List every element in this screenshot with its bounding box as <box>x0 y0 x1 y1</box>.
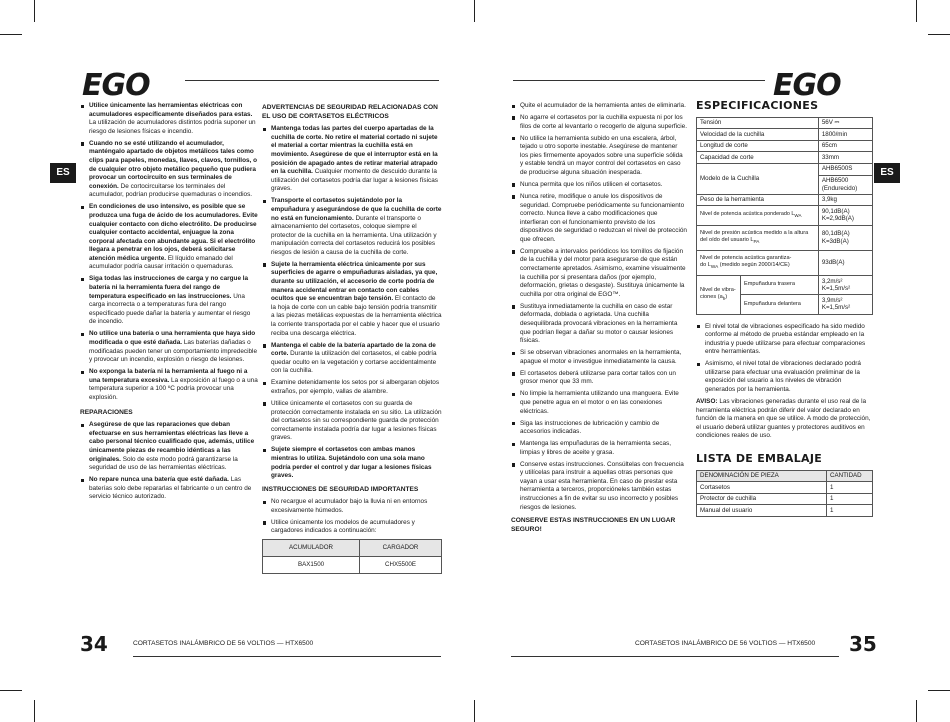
list-item: Nunca retire, modifique o anule los dispositivos de seguridad. Compruebe periódicamente su funcionamiento correcto. Nunca lleve a cabo modificaciones que interfieran con el funcionamiento previsto de los dispositivos de seguridad o reduzcan el nivel de protección que ofrecen. <box>511 193 687 245</box>
section-heading: ADVERTENCIAS DE SEGURIDAD RELACIONADAS CON EL USO DE CORTASETOS ELÉCTRICOS <box>262 104 438 120</box>
column-hedge-trimmer-warnings <box>262 102 442 574</box>
table-header: ACUMULADOR <box>263 540 360 557</box>
list-item: No limpie la herramienta utilizando una manguera. Evite que penetre agua en el motor o en las conexiones eléctricas. <box>511 390 687 416</box>
list-item: Examine detenidamente los setos por si albergaran objetos extraños, por ejemplo, vallas de alambre. <box>262 379 442 396</box>
list-item: Sustituya inmediatamente la cuchilla en caso de estar deformada, doblada o agrietada. Una cuchilla desequilibrada provocará vibraciones en la herramienta que podrían llegar a dañar su motor o causar lesiones físicas. <box>511 303 687 346</box>
list-item: No recargue el acumulador bajo la lluvia ni en entornos excesivamente húmedos. <box>262 498 442 515</box>
footer-text: CORTASETOS INALÁMBRICO DE 56 VOLTIOS — HTX6500 <box>133 640 314 647</box>
table-row: Modelo de la Cuchilla AHB6500S <box>697 163 873 175</box>
list-item: Utilice únicamente los modelos de acumuladores y cargadores indicados a continuación: <box>262 519 442 536</box>
list-item: Asimismo, el nivel total de vibraciones declarado podrá utilizarse para efectuar una evaluación preliminar de la exposición del usuario a los niveles de vibración generados por la herramienta. <box>696 360 873 394</box>
list-item: Siga las instrucciones de lubricación y cambio de accesorios indicadas. <box>511 420 687 437</box>
page-number: 35 <box>849 632 877 656</box>
list-item: En condiciones de uso intensivo, es posible que se produzca una fuga de ácido de los acumuladores. Evite cualquier contacto con dicho electrólito. De producirse cualquier contacto accidental, enjuague la zona corporal afectada con abundante agua. Si el electrólito llegara a penetrar en los ojos, deberá solicitarse atención médica urgente. El líquido emanado del acumulador podría causar irritación o quemaduras. <box>80 203 258 272</box>
footer-text: CORTASETOS INALÁMBRICO DE 56 VOLTIOS — HTX6500 <box>635 640 816 647</box>
repair-heading: REPARACIONES <box>80 408 133 416</box>
header-rule <box>185 80 439 81</box>
language-tab: ES <box>874 163 900 183</box>
list-item: No exponga la batería ni la herramienta al fuego ni a una temperatura excesiva. La exposición al fuego o a una temperatura superior a 100 ºC podría provocar una explosión. <box>80 368 258 402</box>
list-item: Conserve estas instrucciones. Consúltelas con frecuencia y utilícelas para instruir a aquellas otras personas que vayan a usar esta herramienta. En caso de prestar esta herramienta a terceros, proporcióneles también estas instrucciones a fin de evitar su uso incorrecto y posibles riesgos de lesiones. <box>511 461 687 513</box>
list-item: Mantenga las empuñaduras de la herramienta secas, limpias y libres de aceite y grasa. <box>511 440 687 457</box>
table-row: Longitud de corte 65cm <box>697 140 873 152</box>
table-row: Velocidad de la cuchilla 1800/min <box>697 129 873 141</box>
list-item: Mantenga todas las partes del cuerpo apartadas de la cuchilla de corte. No retire el material cortado ni sujete el material a cortar mientras la cuchilla está en movimiento. Asegúrese de que el interruptor está en la posición de apagado antes de retirar material atrapado en la cuchilla. Cualquier momento de descuido durante la utilización del cortasetos podría dar lugar a lesiones físicas graves. <box>262 125 442 194</box>
footer-rule <box>133 656 441 657</box>
page-number: 34 <box>80 632 108 656</box>
list-item: No repare nunca una batería que esté dañada. Las baterías solo debe repararlas el fabricante o un centro de servicio técnico autorizado. <box>80 476 258 502</box>
section-heading: INSTRUCCIONES DE SEGURIDAD IMPORTANTES <box>262 485 419 493</box>
table-row: Nivel de potencia acústica garantiza- do $L_{WA}$ (medido según 2000/14/CE) 93dB(A) <box>697 250 873 275</box>
list-item: Transporte el cortasetos sujetándolo por la empuñadura y asegurándose de que la cuchilla de corte no está en funcionamiento. Durante el transporte o almacenamiento del cortasetos, coloque siempre el protector de la cuchilla en la herramienta. Una utilización y manipulación correcta del cortasetos reducirá los posibles riesgos de lesión a causa de la cuchilla de corte. <box>262 197 442 257</box>
column-battery-safety <box>80 102 258 505</box>
table-row: Nivel de vibra-ciones $(a_h)$ Empuñadura trasera 3,2m/s² K=1,5m/s² <box>697 276 873 295</box>
aviso-note: AVISO: Las vibraciones generadas durante el uso real de la herramienta eléctrica podrán diferir del valor declarado en función de la manera en que se utilice. A modo de protección, el usuario deberá utilizar guantes y protectores auditivos en condiciones reales de uso. <box>696 398 871 440</box>
ego-logo: EGO <box>82 68 150 103</box>
column-specifications <box>696 99 873 517</box>
list-item: Compruebe a intervalos periódicos los tornillos de fijación de la cuchilla y del motor para asegurarse de que están correctamente apretados. Asimismo, examine visualmente la cuchilla por si presentara daños (por ejemplo, deformación, grietas o desgaste). Sustituya únicamente la cuchilla por otra original de EGO™. <box>511 248 687 300</box>
list-item: No utilice una batería o una herramienta que haya sido modificada o que esté dañada. Las baterías dañadas o modificadas pueden tener un comportamiento impredecible y provocar un incendio, explosión o riesgo de lesiones. <box>80 330 258 364</box>
list-item: Nunca permita que los niños utilicen el cortasetos. <box>511 181 687 190</box>
packing-list-title: LISTA DE EMBALAJE <box>696 452 823 465</box>
list-item: El nivel total de vibraciones especificado ha sido medido conforme al método de prueba estándar empleado en la industria y puede utilizarse para efectuar comparaciones entre herramientas. <box>696 323 873 357</box>
column-usage-safety <box>511 102 687 538</box>
list-item: Mantenga el cable de la batería apartado de la zona de corte. Durante la utilización del cortasetos, el cable podría quedar oculto en la vegetación y cortarse accidentalmente con la cuchilla. <box>262 342 442 376</box>
packing-list-table <box>696 470 873 517</box>
list-item: Sujete la herramienta eléctrica únicamente por sus superficies de agarre o empuñaduras aisladas, ya que, durante su utilización, el accesorio de corte podría de manera accidental entrar en contacto con cables ocultos que se encuentran bajo tensión. El contacto de la hoja de corte con un cable bajo tensión podría transmitir a las piezas metálicas expuestas de la herramienta eléctrica la corriente transportada por el cable y hacer que el usuario reciba una descarga eléctrica. <box>262 261 442 338</box>
list-item: Siga todas las instrucciones de carga y no cargue la batería ni la herramienta fuera del rango de temperatura especificado en las instrucciones. Una carga incorrecta o a temperaturas fura del rango especificado puede dañar la batería y aumentar el riesgo de incendio. <box>80 275 258 327</box>
footer-rule <box>511 656 839 657</box>
list-item: Quite el acumulador de la herramienta antes de eliminarla. <box>511 102 687 111</box>
table-cell: BAX1500 <box>263 557 360 574</box>
list-item: Utilice únicamente las herramientas eléctricas con acumuladores específicamente diseñados para estas. La utilización de acumuladores distintos podría suponer un riesgo de lesiones físicas e incendio. <box>80 102 258 136</box>
header-rule <box>513 80 765 81</box>
table-row: Capacidad de corte 33mm <box>697 152 873 164</box>
language-tab: ES <box>50 163 76 183</box>
table-row: Protector de cuchilla 1 <box>697 493 873 505</box>
table-row: Tensión 56V ⎓ <box>697 117 873 129</box>
list-item: No agarre el cortasetos por la cuchilla expuesta ni por los filos de corte al levantarlo o recogerlo de alguna superficie. <box>511 114 687 131</box>
right-page <box>475 0 950 722</box>
table-row: Manual del usuario 1 <box>697 505 873 517</box>
closing-note: CONSERVE ESTAS INSTRUCCIONES EN UN LUGAR SEGURO! <box>511 517 676 533</box>
table-row: Empuñadura delantera 3,9m/s² K=1,5m/s² <box>697 295 873 314</box>
list-item: Utilice únicamente el cortasetos con su guarda de protección correctamente instalada en su sitio. La utilización del cortasetos sin su correspondiente guarda de protección correctamente instalada podría dar lugar a lesiones físicas graves. <box>262 400 442 443</box>
list-item: El cortasetos deberá utilizarse para cortar tallos con un grosor menor que 33 mm. <box>511 370 687 387</box>
table-row: Peso de la herramienta 3,9kg <box>697 194 873 206</box>
table-row: AHB6500 (Endurecido) <box>697 175 873 194</box>
list-item: Asegúrese de que las reparaciones que deban efectuarse en sus herramientas eléctricas las lleve a cabo personal técnico cualificado que, además, utilice únicamente piezas de recambio idénticas a las originales. Solo de este modo podrá garantizarse la seguridad de uso de las herramientas eléctricas. <box>80 421 258 473</box>
list-item: Si se observan vibraciones anormales en la herramienta, apague el motor e investigue inmediatamente la causa. <box>511 349 687 366</box>
specifications-title: ESPECIFICACIONES <box>696 99 819 112</box>
table-cell: CHX5500E <box>360 557 442 574</box>
battery-charger-table <box>262 539 442 573</box>
table-row: Nivel de potencia acústica ponderado $L_{WA}$ 90,1dB(A) K=2,9dB(A) <box>697 206 873 225</box>
table-header: CARGADOR <box>360 540 442 557</box>
table-row: DENOMINACIÓN DE PIEZA CANTIDAD <box>697 470 873 482</box>
list-item: Sujete siempre el cortasetos con ambas manos mientras lo utiliza. Sujetándolo con una sola mano podría perder el control y dar lugar a lesiones físicas graves. <box>262 446 442 480</box>
list-item: Cuando no se esté utilizando el acumulador, manténgalo apartado de objetos metálicos tales como clips para papeles, monedas, llaves, clavos, tornillos, o de cualquier otro objeto metálico pequeño que pudiera provocar un cortocircuito en sus terminales de conexión. De cortocircuitarse los terminales del acumulador, podrían producirse quemaduras o incendios. <box>80 140 258 200</box>
list-item: No utilice la herramienta subido en una escalera, árbol, tejado u otro soporte inestable. Asegúrese de mantener los pies firmemente apoyados sobre una superficie sólida y estable tendrá un mayor control del cortasetos en caso de producirse alguna situación inesperada. <box>511 135 687 178</box>
ego-logo: EGO <box>773 68 841 103</box>
table-row: Nivel de presión acústica medido a la altura del oído del usuario $L_{PA}$ 80,1dB(A) K=3dB(A) <box>697 225 873 250</box>
table-row: Cortasetos 1 <box>697 482 873 494</box>
specifications-table <box>696 117 873 315</box>
